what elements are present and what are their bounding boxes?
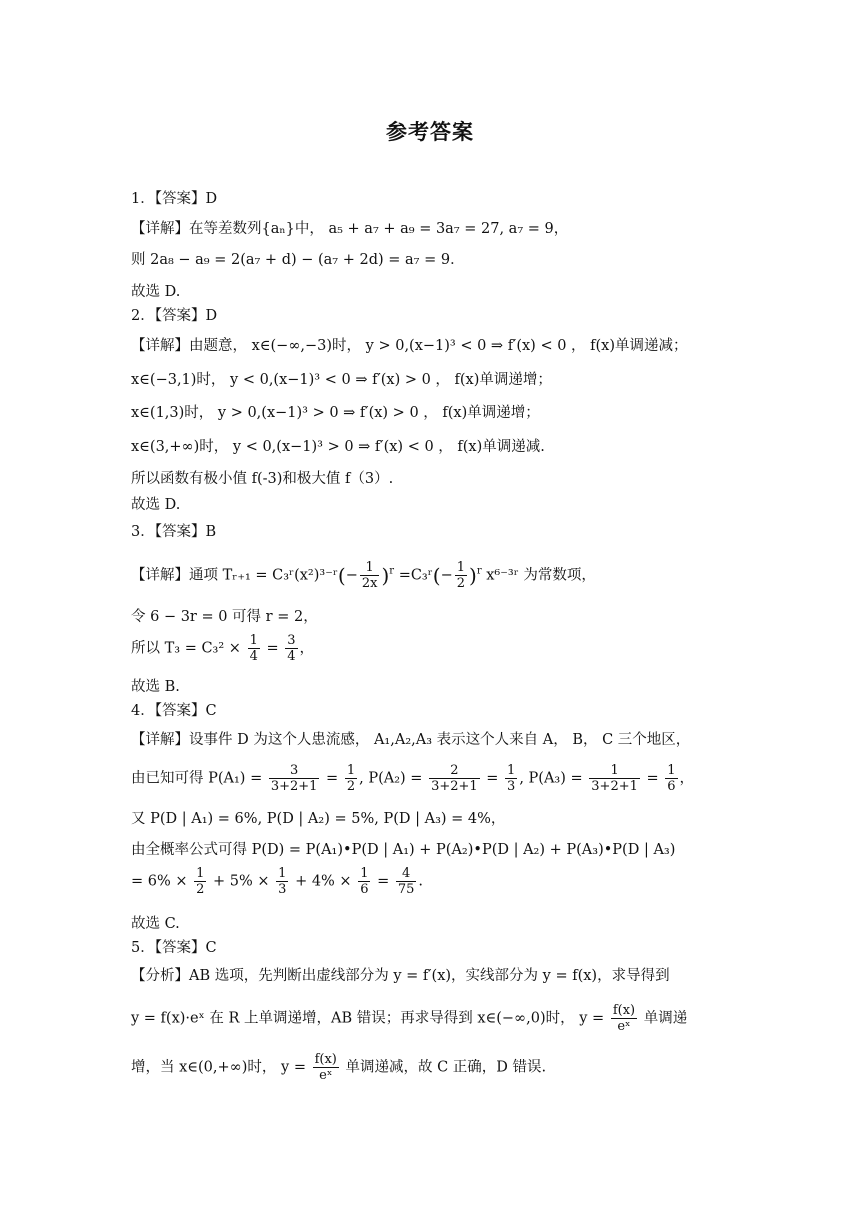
q5-answer-head: 5．【答案】C [131,940,217,956]
q4-pa1-prefix: 由已知可得 P(A₁) = [131,770,263,787]
q3-term-formula-b: =C₃ʳ [398,567,433,584]
q4-pa3-prefix: , P(A₃) = [519,770,583,787]
q1-answer-head: 1．【答案】D [131,191,218,207]
q3-detail-line-2: 令 6 − 3r = 0 可得 r = 2， [131,609,318,625]
q3-t3-prefix: 所以 T₃ = C₃² × [131,640,241,657]
q2-answer-head: 2．【答案】D [131,308,218,324]
q5-fraction-1: $\frac{f(x)}{\text{eˣ}}$ [612,1003,636,1034]
q3-detail-line-1: 【详解】通项 Tᵣ₊₁ = C₃ʳ(x²)³⁻ʳ(− $\frac{1}{2x}$ )$^r$ =C₃ʳ(− $\frac{1}{2}$ )$^r$ x⁶⁻³ʳ 为常数项， [131,560,596,591]
q5-fraction-2: $\frac{f(x)}{\text{eˣ}}$ [314,1052,337,1083]
q4-detail-line-1: 【详解】设事件 D 为这个人患流感， A₁,A₂,A₃ 表示这个人来自 A， B， C 三个地区， [131,732,691,748]
q5-line3-suffix: 单调递减，故 C 正确，D 错误. [345,1059,547,1076]
q5-analysis-line-1: 【分析】AB 选项，先判断出虚线部分为 y = f′(x)，实线部分为 y = f(x)，求导得到 [131,968,670,984]
q4-detail-line-4: 由全概率公式可得 P(D) = P(A₁)•P(D | A₁) + P(A₂)•P(D | A₂) + P(A₃)•P(D | A₃) [131,842,676,858]
q4-sum-term-3: + 4% × [295,873,352,890]
q4-pa2-fraction: $\frac{2}{3+2+1}$ [431,763,478,794]
q2-conclusion: 故选 D. [131,497,181,513]
q4-pa2-result: $\frac{1}{3}$ [507,763,516,794]
q1-detail-line-2: 则 2a₈ − a₉ = 2(a₇ + d) − (a₇ + 2d) = a₇ = 9． [131,252,465,268]
q4-sum-fraction-3: $\frac{1}{6}$ [360,866,369,897]
q2-detail-line-5: 所以函数有极小值 f(-3)和极大值 f（3）. [131,471,394,487]
q4-pa1-result: $\frac{1}{2}$ [346,763,356,794]
q3-answer-head: 3．【答案】B [131,524,217,540]
q2-detail-line-4: x∈(3,+∞)时， y < 0,(x−1)³ > 0 ⇒ f′(x) < 0 ， f(x)单调递减. [131,439,545,455]
q4-pa1-fraction: $\frac{3}{3+2+1}$ [270,763,318,794]
q3-term-note: 为常数项， [523,567,596,584]
q1-conclusion: 故选 D. [131,284,181,300]
q5-line2-prefix: y = f(x)·eˣ 在 R 上单调递增，AB 错误；再求导得到 x∈(−∞,0)时， [131,1010,575,1027]
q4-detail-line-2: 由已知可得 P(A₁) = $\frac{3}{3+2+1}$ = $\frac{1}{2}$ , P(A₂) = $\frac{2}{3+2+1}$ = $\frac{1}{3}$ , P(A₃) = $\frac{1}{3+2+1}$ = $\frac{1}{6}$ ， [131,763,695,794]
q3-fraction-result: $\frac{3}{4}$ [287,633,296,664]
q4-sum-fraction-1: $\frac{1}{2}$ [196,866,205,897]
q1-detail-line-1: 【详解】在等差数列{aₙ}中， a₅ + a₇ + a₉ = 3a₇ = 27, a₇ = 9， [131,221,569,237]
q2-detail-line-2: x∈(−3,1)时， y < 0,(x−1)³ < 0 ⇒ f′(x) > 0 ， f(x)单调递增； [131,372,552,388]
q5-line2-suffix: 单调递 [643,1010,688,1027]
q4-pa3-result: $\frac{1}{6}$ [667,763,676,794]
q4-pa2-prefix: , P(A₂) = [359,770,423,787]
q2-detail-line-3: x∈(1,3)时， y > 0,(x−1)³ > 0 ⇒ f′(x) > 0 ， f(x)单调递增； [131,405,540,421]
q4-sum-fraction-2: $\frac{1}{3}$ [278,866,287,897]
q3-fraction-2: $\frac{1}{2}$ [456,560,466,591]
q3-detail-label: 【详解】通项 [131,567,218,584]
q4-detail-line-5: = 6% × $\frac{1}{2}$ + 5% × $\frac{1}{3}$ + 4% × $\frac{1}{6}$ = $\frac{4}{75}$ . [131,866,424,897]
q3-fraction-1: $\frac{1}{2x}$ [361,560,378,591]
q5-analysis-line-3: 增，当 x∈(0,+∞)时， y = $\frac{f(x)}{\text{eˣ}}$ 单调递减，故 C 正确，D 错误. [131,1052,547,1083]
q3-term-power: x⁶⁻³ʳ [486,567,519,584]
q3-conclusion: 故选 B. [131,679,180,695]
q3-term-formula: Tᵣ₊₁ = C₃ʳ(x²)³⁻ʳ [222,567,338,584]
q4-sum-result: $\frac{4}{75}$ [397,866,415,897]
q4-detail-line-3: 又 P(D | A₁) = 6%, P(D | A₂) = 5%, P(D | A₃) = 4%， [131,811,506,827]
page-title: 参考答案 [386,120,474,144]
q2-detail-line-1: 【详解】由题意， x∈(−∞,−3)时， y > 0,(x−1)³ < 0 ⇒ f′(x) < 0 ， f(x)单调递减； [131,338,688,354]
q4-answer-head: 4．【答案】C [131,703,217,719]
q4-sum-term-2: + 5% × [213,873,270,890]
q3-fraction-quarter: $\frac{1}{4}$ [249,633,258,664]
q3-detail-line-3: 所以 T₃ = C₃² × $\frac{1}{4}$ = $\frac{3}{4}$ ， [131,633,314,664]
q4-pa3-fraction: $\frac{1}{3+2+1}$ [591,763,638,794]
q5-analysis-line-2: y = f(x)·eˣ 在 R 上单调递增，AB 错误；再求导得到 x∈(−∞,0)时， y = $\frac{f(x)}{\text{eˣ}}$ 单调递 [131,1003,688,1034]
q4-sum-term-1: = 6% × [131,873,188,890]
q5-line3-prefix: 增，当 x∈(0,+∞)时， [131,1059,277,1076]
q4-conclusion: 故选 C. [131,916,180,932]
